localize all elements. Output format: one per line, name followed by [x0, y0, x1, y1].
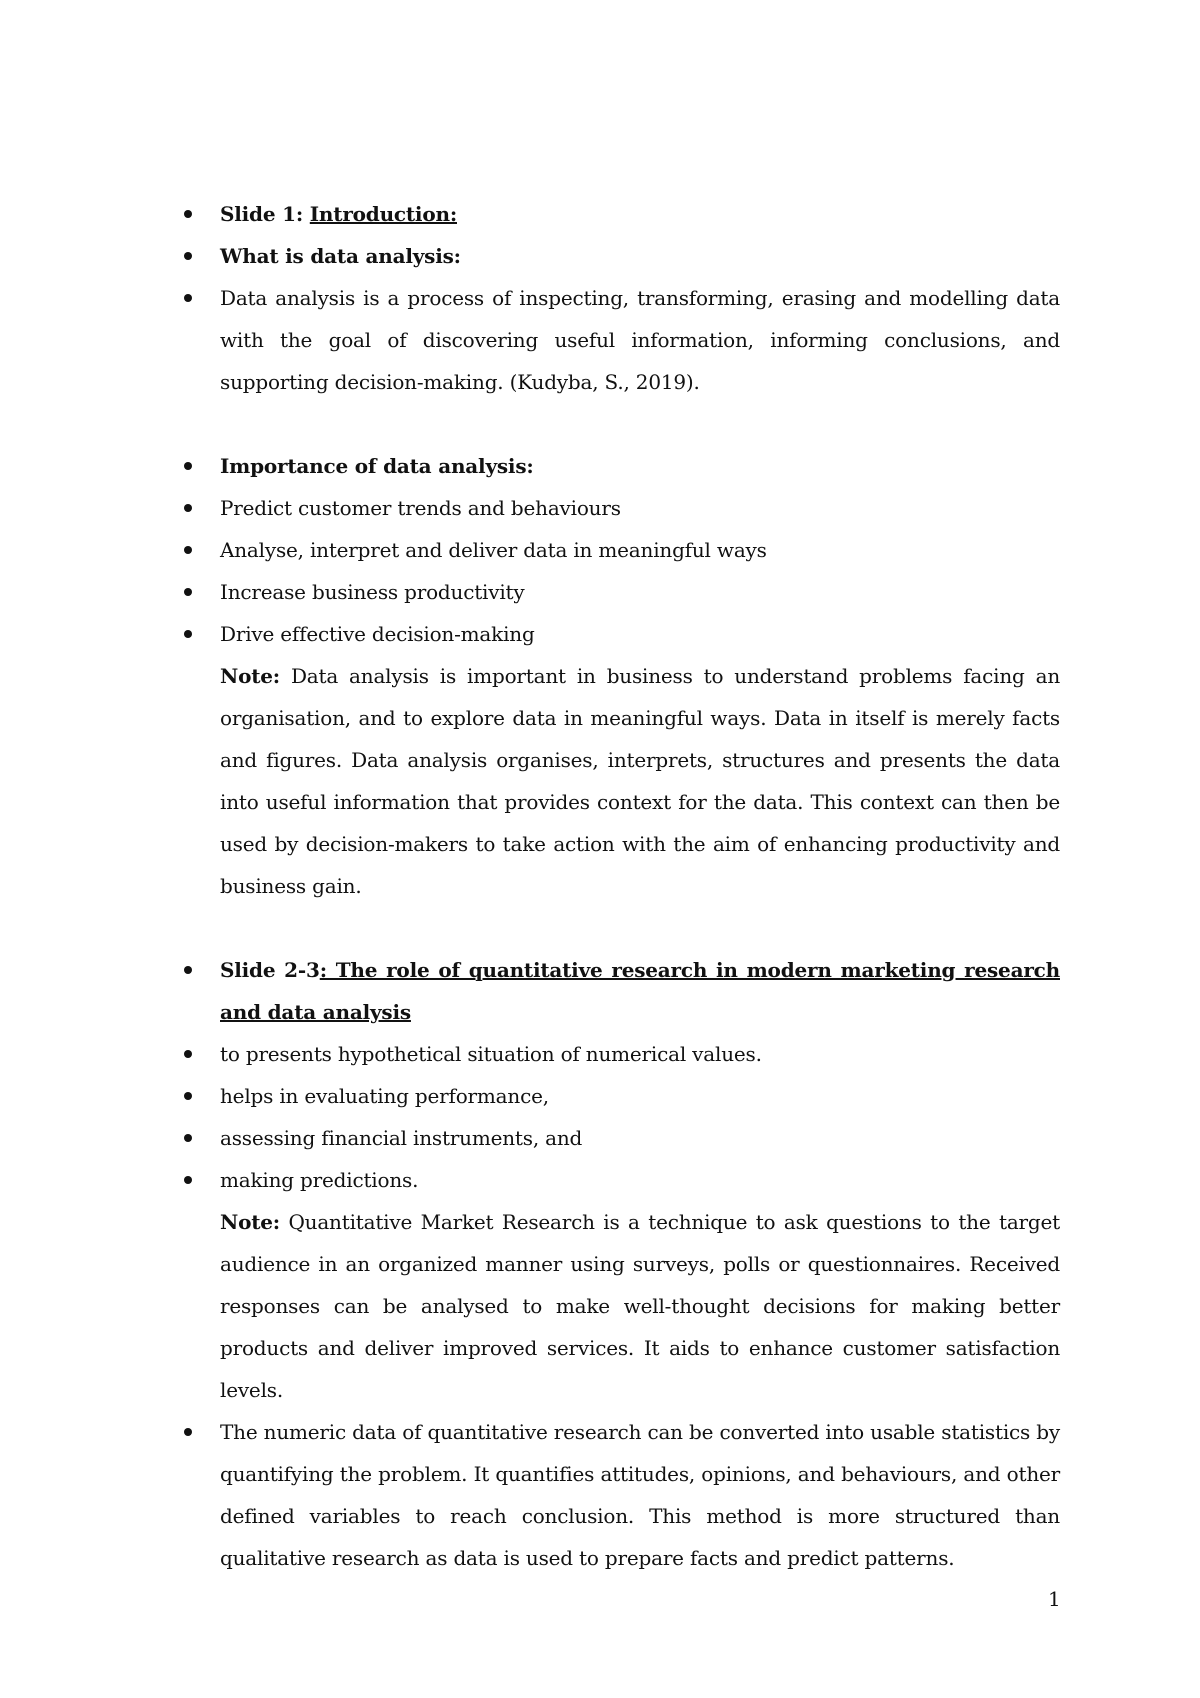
bullet-icon [184, 546, 192, 554]
slide-1-label: Slide 1: [220, 202, 310, 226]
importance-item: Increase business productivity [220, 580, 525, 604]
what-is-heading: What is data analysis: [220, 244, 461, 268]
note-label: Note: [220, 664, 280, 688]
list-item-what-is-heading [184, 235, 1060, 277]
note-text: Data analysis is important in business to understand problems facing an organisation, and to explore data in meaningful ways. Data in itself is merely facts and figures. Data analysis organises, interprets, structures and presents the data into useful information that provides context for the data. This context can then be used by decision-makers to take action with the aim of enhancing productivity and business gain. [220, 664, 1060, 898]
document-body [184, 193, 1060, 1579]
list-item-importance [184, 613, 1060, 655]
list-item-quantitative [184, 1159, 1060, 1201]
list-item-importance [184, 487, 1060, 529]
quantitative-item: making predictions. [220, 1168, 419, 1192]
list-item-definition [184, 277, 1060, 403]
bullet-icon [184, 294, 192, 302]
slide-1-title: Introduction: [309, 202, 457, 226]
importance-item: Analyse, interpret and deliver data in meaningful ways [220, 538, 767, 562]
list-item-importance-heading [184, 445, 1060, 487]
list-item-importance [184, 529, 1060, 571]
bullet-icon [184, 630, 192, 638]
list-item-slide-1 [184, 193, 1060, 235]
importance-heading: Importance of data analysis: [220, 454, 534, 478]
list-item-slide-2-3 [184, 949, 1060, 1033]
bullet-icon [184, 1092, 192, 1100]
list-item-quantitative [184, 1033, 1060, 1075]
final-point-text: The numeric data of quantitative research can be converted into usable statistics by quantifying the problem. It quantifies attitudes, opinions, and behaviours, and other defined variables to reach conclusion. This method is more structured than qualitative research as data is used to prepare facts and predict patterns. [220, 1420, 1060, 1570]
slide-2-3-label: Slide 2-3 [220, 958, 320, 982]
page-number: 1 [1048, 1587, 1061, 1611]
bullet-icon [184, 1176, 192, 1184]
quantitative-item: assessing financial instruments, and [220, 1126, 583, 1150]
slide-2-3-title: : The role of quantitative research in modern marketing research and data analysis [220, 958, 1060, 1024]
quantitative-note [184, 1201, 1060, 1411]
spacer [184, 907, 1060, 949]
bullet-icon [184, 504, 192, 512]
importance-note [184, 655, 1060, 907]
bullet-icon [184, 1428, 192, 1436]
quantitative-item: helps in evaluating performance, [220, 1084, 549, 1108]
list-item-quantitative [184, 1075, 1060, 1117]
note-text: Quantitative Market Research is a technique to ask questions to the target audience in an organized manner using surveys, polls or questionnaires. Received responses can be analysed to make well-thought decisions for making better products and deliver improved services. It aids to enhance customer satisfaction levels. [220, 1210, 1060, 1402]
bullet-icon [184, 588, 192, 596]
definition-text: Data analysis is a process of inspecting, transforming, erasing and modelling data with the goal of discovering useful information, informing conclusions, and supporting decision-making. (Kudyba, S., 2019). [220, 286, 1060, 394]
bullet-icon [184, 252, 192, 260]
bullet-icon [184, 210, 192, 218]
importance-item: Predict customer trends and behaviours [220, 496, 621, 520]
quantitative-item: to presents hypothetical situation of numerical values. [220, 1042, 762, 1066]
bullet-icon [184, 966, 192, 974]
note-label: Note: [220, 1210, 280, 1234]
bullet-icon [184, 462, 192, 470]
bullet-icon [184, 1050, 192, 1058]
list-item-importance [184, 571, 1060, 613]
list-item-quantitative [184, 1117, 1060, 1159]
list-item-final-point [184, 1411, 1060, 1579]
importance-item: Drive effective decision-making [220, 622, 535, 646]
spacer [184, 403, 1060, 445]
bullet-icon [184, 1134, 192, 1142]
